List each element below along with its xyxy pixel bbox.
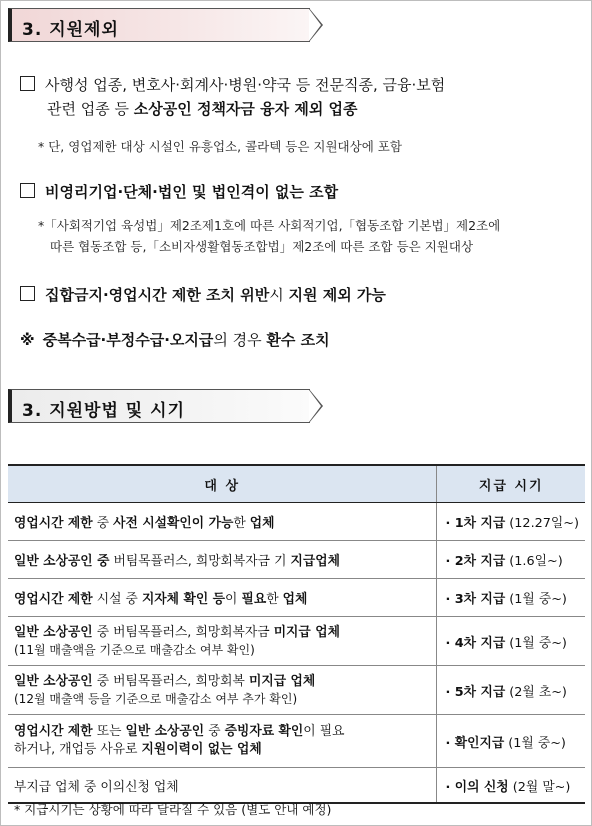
table-row: 영업시간 제한 또는 일반 소상공인 중 증빙자료 확인이 필요 하거나, 개업등 사유로 지원이력이 없는 업체 · 확인지급 (1월 중~) bbox=[8, 715, 585, 768]
table-row: 일반 소상공인 중 버팀목플러스, 희망회복자금 기 지급업체 · 2차 지급 (1.6일~) bbox=[8, 541, 585, 579]
reference-mark: ※ bbox=[20, 331, 35, 349]
section-title: 3. 지원방법 및 시기 bbox=[22, 401, 185, 421]
column-header-target: 대 상 bbox=[8, 465, 437, 503]
section-header-method bbox=[8, 389, 310, 423]
section-header-exclusion bbox=[8, 8, 310, 42]
exclusion-item-violation: 집합금지·영업시간 제한 조치 위반시 지원 제외 가능 bbox=[20, 283, 584, 307]
exclusion-item-recovery: ※ 중복수급·부정수급·오지급의 경우 환수 조치 bbox=[20, 331, 330, 349]
payment-schedule-table bbox=[8, 464, 585, 804]
checkbox-square-icon bbox=[20, 76, 35, 91]
table-row: 영업시간 제한 중 사전 시설확인이 가능한 업체 · 1차 지급 (12.27일~) bbox=[8, 503, 585, 541]
checkbox-square-icon bbox=[20, 183, 35, 198]
exclusion-note-1: * 단, 영업제한 대상 시설인 유흥업소, 콜라텍 등은 지원대상에 포함 bbox=[38, 139, 402, 154]
table-row: 일반 소상공인 중 버팀목플러스, 희망회복 미지급 업체 (12월 매출액 등을 기준으로 매출감소 여부 추가 확인) · 5차 지급 (2월 초~) bbox=[8, 666, 585, 715]
footnote: * 지급시기는 상황에 따라 달라질 수 있음 (별도 안내 예정) bbox=[14, 802, 332, 817]
exclusion-item-nonprofit: 비영리기업·단체·법인 및 법인격이 없는 조합 bbox=[20, 180, 584, 204]
table-row: 영업시간 제한 시설 중 지자체 확인 등이 필요한 업체 · 3차 지급 (1월 중~) bbox=[8, 579, 585, 617]
exclusion-note-2: *「사회적기업 육성법」제2조제1호에 따른 사회적기업,「협동조합 기본법」제2조에 따른 협동조합 등,「소비자생활협동조합법」제2조에 따른 조합 등은 지원대상 bbox=[38, 218, 501, 254]
column-header-timing: 지급 시기 bbox=[437, 465, 585, 503]
table-row: 부지급 업체 중 이의신청 업체 · 이의 신청 (2월 말~) bbox=[8, 768, 585, 804]
checkbox-square-icon bbox=[20, 286, 35, 301]
table-row: 일반 소상공인 중 버팀목플러스, 희망회복자금 미지급 업체 (11월 매출액을 기준으로 매출감소 여부 확인) · 4차 지급 (1월 중~) bbox=[8, 617, 585, 666]
section-title: 3. 지원제외 bbox=[22, 20, 119, 40]
exclusion-item-industries: 사행성 업종, 변호사·회계사·병원·약국 등 전문직종, 금융·보험 관련 업종 등 소상공인 정책자금 융자 제외 업종 bbox=[20, 73, 584, 121]
